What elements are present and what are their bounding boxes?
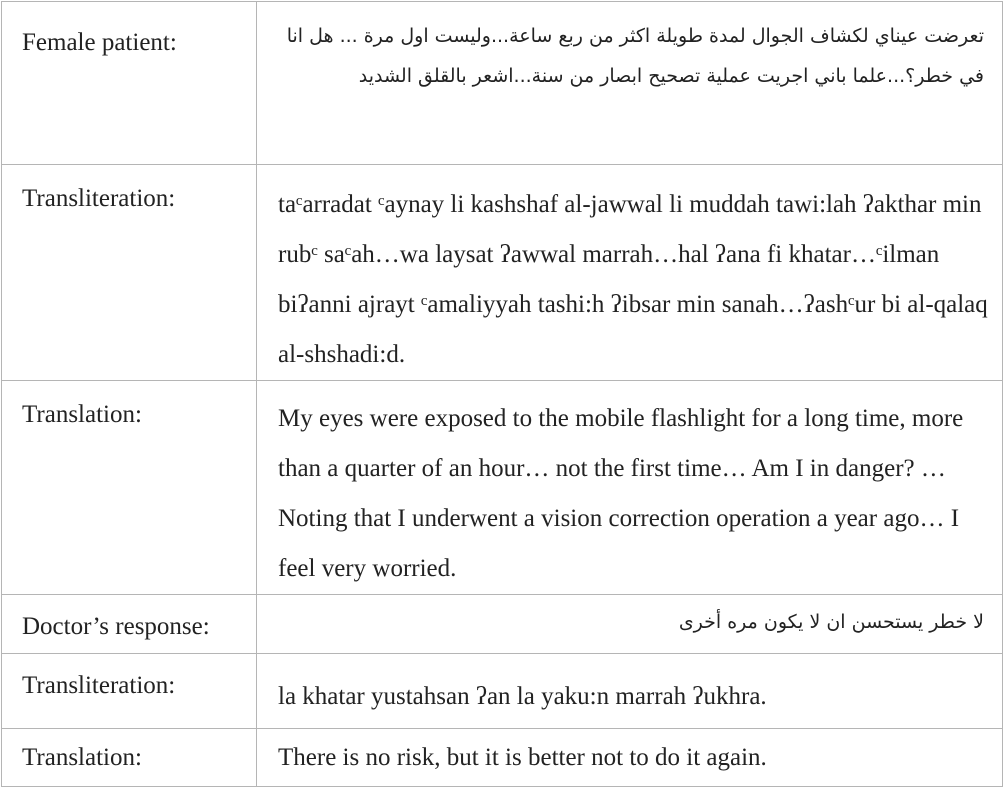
table-row	[2, 381, 1003, 595]
conversation-table	[1, 1, 1003, 787]
row-label	[2, 595, 257, 654]
row-label	[2, 381, 257, 595]
row-label-text: Transliteration:	[22, 185, 176, 212]
doctor-transliteration-text: la khatar yustahsan ʔan la yaku:n marrah ʔukhra.	[278, 683, 767, 710]
patient-transliteration-text: taᶜarradat ᶜaynay li kashshaf al-jawwal li muddah tawi:lah ʔakthar min rubᶜ saᶜah…wa laysat ʔawwal marrah…hal ʔana fi khatar…ᶜilman biʔanni ajrayt ᶜamaliyyah tashi:h ʔibsar min sanah…ʔashᶜur bi al-qalaq al-shshadi:d.	[278, 191, 988, 368]
row-label	[2, 2, 257, 165]
table-row	[2, 165, 1003, 381]
row-label	[2, 165, 257, 381]
row-label-text: Doctor’s response:	[22, 613, 210, 640]
row-value	[257, 165, 1003, 381]
row-label-text: Translation:	[22, 744, 142, 771]
doctor-translation-text: There is no risk, but it is better not to do it again.	[278, 744, 767, 771]
row-value	[257, 654, 1003, 729]
row-value	[257, 729, 1003, 787]
table-row	[2, 654, 1003, 729]
table-row	[2, 595, 1003, 654]
row-label-text: Female patient:	[22, 29, 177, 56]
table-row	[2, 729, 1003, 787]
row-label-text: Transliteration:	[22, 672, 176, 699]
row-label	[2, 654, 257, 729]
patient-translation-text: My eyes were exposed to the mobile flashlight for a long time, more than a quarter of an hour… not the first time… Am I in danger? … Noting that I underwent a vision correction operation a year ago… I feel very worried.	[278, 405, 964, 582]
doctor-arabic-text: لا خطر يستحسن ان لا يكون مره أخرى	[257, 595, 1003, 654]
table-row	[2, 2, 1003, 165]
row-label-text: Translation:	[22, 401, 142, 428]
row-value	[257, 381, 1003, 595]
row-label	[2, 729, 257, 787]
patient-arabic-text: تعرضت عيناي لكشاف الجوال لمدة طويلة اكثر من ربع ساعة...وليست اول مرة ... هل انا في خطر؟...علما باني اجريت عملية تصحيح ابصار من سنة...اشعر بالقلق الشديد	[257, 2, 1003, 165]
